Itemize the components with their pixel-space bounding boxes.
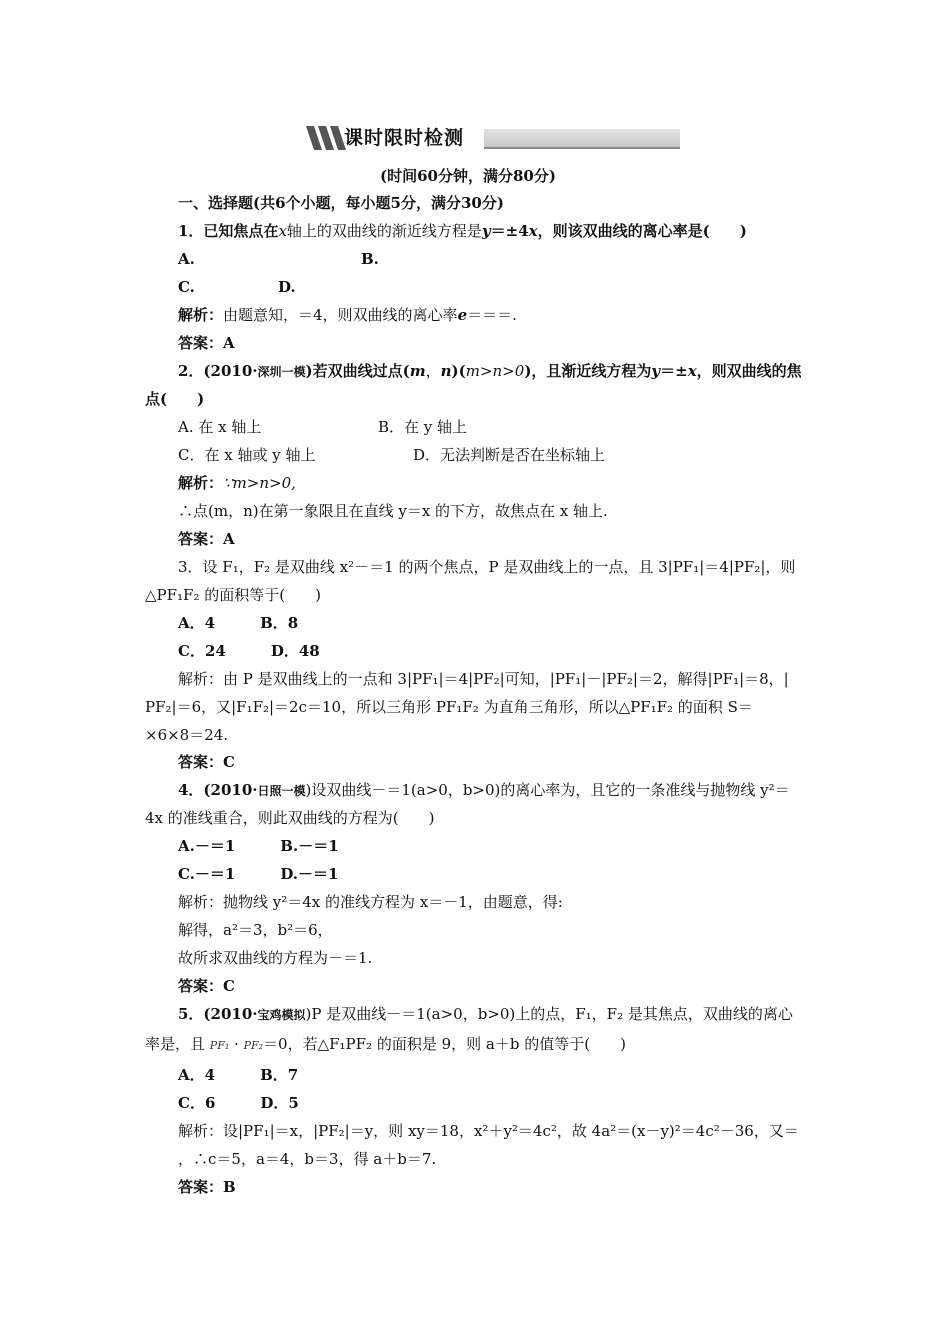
q2-solution-2: ∴点(m，n)在第一象限且在直线 y＝x 的下方，故焦点在 x 轴上. [178, 502, 608, 520]
q1-solution-label: 解析： [178, 306, 224, 324]
q1-solution-e: e [457, 306, 468, 324]
q4-stem-line2: 4x 的准线重合，则此双曲线的方程为( ) [145, 809, 435, 827]
q2-num: 2．(2010· [178, 362, 258, 380]
q4-solution-3: 故所求双曲线的方程为－＝1. [178, 949, 373, 967]
q5-stem-line2 [145, 1034, 626, 1056]
q5-options-ab: A．4 B．7 [178, 1066, 299, 1084]
question-5-stem [178, 1004, 793, 1025]
q5-vector-pf2: PF₂ [243, 1039, 264, 1052]
q2-stem-d: ＝± [660, 362, 688, 380]
q1-stem-e: ＝±4 [490, 222, 529, 240]
q4-options-cd: C.－＝1 D.－＝1 [178, 865, 339, 883]
q2-solution-1 [178, 473, 296, 493]
q5-dot: · [234, 1035, 239, 1053]
q2-stem-c: )，且渐近线方程为 [524, 362, 652, 380]
q3-options-cd: C．24 D．48 [178, 642, 320, 660]
q1-stem-c: 轴上的双曲线的渐近线方程是 [286, 222, 482, 240]
q4-num: 4．(2010· [178, 781, 258, 799]
q2-option-c: C．在 x 轴或 y 轴上 [178, 446, 316, 464]
q1-stem-a: 1．已知焦点在 [178, 222, 279, 240]
q2-stem-e: ，则双曲线的焦 [696, 362, 802, 380]
q3-solution-2: PF₂|＝6，又|F₁F₂|＝2c＝10，所以三角形 PF₁F₂ 为直角三角形，所以△PF₁F₂ 的面积 S＝ [145, 698, 753, 716]
q2-option-b: B．在 y 轴上 [378, 418, 468, 436]
q2-stem-a: )若双曲线过点( [305, 362, 410, 380]
q5-stem-tail: )P 是双曲线－＝1(a>0，b>0)上的点，F₁，F₂ 是其焦点，双曲线的离心 [305, 1005, 793, 1023]
banner-bar [484, 129, 680, 149]
q4-answer: 答案：C [178, 977, 235, 995]
q3-solution-1: 解析：由 P 是双曲线上的一点和 3|PF₁|＝4|PF₂|可知，|PF₁|－|PF₂|＝2，解得|PF₁|＝8，| [178, 670, 789, 688]
q3-solution-3: ×6×8＝24. [145, 726, 229, 744]
q2-y: y [651, 362, 661, 380]
q1-option-a: A. [178, 250, 195, 268]
question-1-stem [178, 221, 747, 241]
q5-options-cd: C．6 D．5 [178, 1094, 299, 1112]
q1-stem-b: x [278, 222, 287, 240]
section-banner [306, 124, 680, 152]
q4-solution-2: 解得，a²＝3，b²＝6， [178, 921, 333, 939]
q1-solution-tail: ＝＝＝. [467, 306, 517, 324]
q2-solution-1-text: ∵m>n>0, [223, 474, 296, 492]
q3-answer: 答案：C [178, 753, 235, 771]
q1-option-d: D. [278, 278, 296, 296]
q1-stem-d: y [481, 222, 491, 240]
q2-n: n [440, 362, 452, 380]
q2-answer: 答案：A [178, 530, 235, 548]
q1-solution-text: 由题意知，＝4，则双曲线的离心率 [223, 306, 458, 324]
q1-answer: 答案：A [178, 334, 235, 352]
q4-source: 日照一模 [257, 784, 306, 798]
q2-source: 深圳一模 [257, 365, 306, 379]
q5-num: 5．(2010· [178, 1005, 258, 1023]
section-heading: 一、选择题(共6个小题，每小题5分，满分30分) [178, 194, 504, 212]
q5-vector-pf1: PF₁ [209, 1039, 230, 1052]
q5-answer: 答案：B [178, 1178, 236, 1196]
banner-stripes-icon [306, 126, 346, 150]
q4-stem-tail: )设双曲线－＝1(a>0，b>0)的离心率为，且它的一条准线与抛物线 y²＝ [305, 781, 790, 799]
q2-stem-line2: 点( ) [145, 390, 205, 408]
q2-solution-label: 解析： [178, 474, 224, 492]
q2-x: x [687, 362, 697, 380]
q1-solution [178, 305, 517, 325]
q3-options-ab: A．4 B．8 [178, 614, 299, 632]
q2-option-d: D．无法判断是否在坐标轴上 [413, 446, 606, 464]
q1-option-b: B. [361, 250, 379, 268]
q1-stem-f: x [528, 222, 538, 240]
q5-line2-a: 率是，且 [145, 1035, 206, 1053]
q5-solution-2: ，∴c＝5，a＝4，b＝3，得 a＋b＝7. [178, 1150, 437, 1168]
question-4-stem [178, 780, 790, 801]
q2-stem-b: )( [451, 362, 466, 380]
q2-cond: m>n>0 [465, 362, 525, 380]
question-3-stem: 3．设 F₁，F₂ 是双曲线 x²－＝1 的两个焦点，P 是双曲线上的一点，且 3|PF₁|＝4|PF₂|，则 [178, 558, 796, 576]
question-2-stem [178, 361, 802, 382]
q5-line2-b: ＝0，若△F₁PF₂ 的面积是 9，则 a＋b 的值等于( ) [263, 1035, 626, 1053]
q3-stem-line2: △PF₁F₂ 的面积等于( ) [145, 586, 321, 604]
q5-solution-1: 解析：设|PF₁|＝x，|PF₂|＝y，则 xy＝18，x²＋y²＝4c²，故 4a²＝(x－y)²＝4c²－36，又＝ [178, 1122, 799, 1140]
q1-stem-g: ，则该双曲线的离心率是( ) [537, 222, 747, 240]
q2-comma: ， [425, 362, 441, 380]
q2-option-a: A. 在 x 轴上 [178, 418, 262, 436]
q5-source: 宝鸡模拟 [257, 1008, 306, 1022]
q4-options-ab: A.－＝1 B.－＝1 [178, 837, 339, 855]
q2-m: m [409, 362, 426, 380]
q4-solution-1: 解析：抛物线 y²＝4x 的准线方程为 x＝－1，由题意，得: [178, 893, 563, 911]
q1-option-c: C. [178, 278, 195, 296]
banner-title: 课时限时检测 [344, 127, 465, 149]
time-note: (时间60分钟，满分80分) [380, 167, 556, 185]
